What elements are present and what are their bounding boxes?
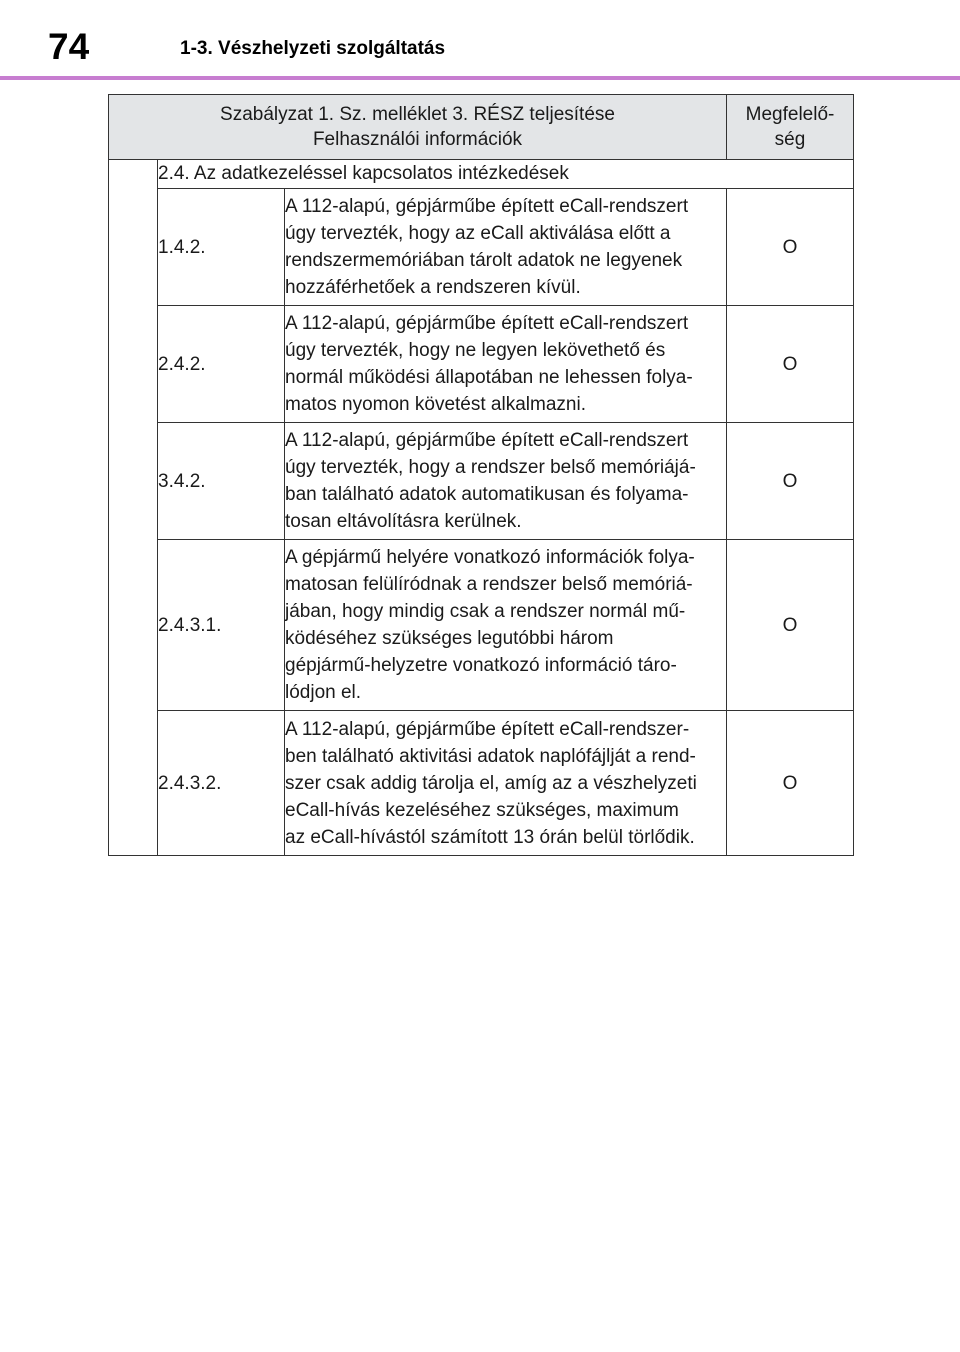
requirement-id: 2.4.3.2. [158,711,285,856]
table-indent-cell [109,160,158,856]
requirement-description-line: hozzáférhetőek a rendszeren kívül. [285,277,581,298]
compliance-value [727,189,854,306]
requirement-description-line: ban található adatok automatikusan és folyama- [285,484,689,505]
compliance-mark: O [782,614,798,636]
requirement-description-line: A 112-alapú, gépjárműbe épített eCall-rendszer- [285,718,690,740]
requirement-description-line: szer csak addig tárolja el, amíg az a vészhelyzeti [285,772,697,794]
requirement-description-line: lódjon el. [285,682,362,703]
requirement-description [285,423,727,540]
compliance-value [727,711,854,856]
page-number: 74 [48,26,90,67]
requirement-description [285,540,727,711]
header-divider [0,76,960,80]
requirement-id: 3.4.2. [158,423,285,540]
requirement-description-line: ködéséhez szükséges legutóbbi három [285,628,614,649]
requirement-description [285,306,727,423]
requirement-description-line: matos nyomon követést alkalmazni. [285,394,586,415]
compliance-mark: O [782,353,798,375]
requirement-description-line: eCall-hívás kezeléséhez szükséges, maximum [285,799,679,821]
table-section-row [109,160,854,189]
compliance-value [727,423,854,540]
requirement-description-line: A 112-alapú, gépjárműbe épített eCall-rendszert [285,430,689,451]
compliance-mark: O [782,470,798,492]
requirement-description-line: jában, hogy mindig csak a rendszer normál mű- [285,601,686,622]
requirement-description-line: úgy tervezték, hogy ne legyen lekövethető és [285,340,666,361]
table-header-regulation [109,95,727,160]
requirement-id: 2.4.3.1. [158,540,285,711]
requirement-description-line: rendszermemóriában tárolt adatok ne legyenek [285,250,683,271]
requirement-description-line: A 112-alapú, gépjárműbe épített eCall-rendszert [285,196,689,217]
table-header-regulation-line1: Szabályzat 1. Sz. melléklet 3. RÉSZ teljesítése [220,104,615,125]
compliance-mark: O [782,236,798,258]
requirement-description [285,189,727,306]
table-row [109,540,854,711]
requirement-description-line: A 112-alapú, gépjárműbe épített eCall-rendszert [285,313,689,334]
section-title: 1-3. Vészhelyzeti szolgáltatás [180,38,446,59]
requirement-description-line: úgy tervezték, hogy az eCall aktiválása előtt a [285,223,671,244]
table-row [109,189,854,306]
compliance-value [727,540,854,711]
page-header [0,0,960,80]
requirement-description-line: normál működési állapotában ne lehessen folya- [285,367,693,388]
table-header-compliance [727,95,854,160]
table-header-regulation-line2: Felhasználói információk [312,129,523,150]
compliance-mark: O [782,772,798,794]
requirement-description-line: gépjármű-helyzetre vonatkozó információ táro- [285,655,677,676]
requirement-id: 2.4.2. [158,306,285,423]
table-header-compliance-line2: ség [774,129,806,150]
requirement-description-line: ben található aktivitási adatok naplófájlját a rend- [285,745,696,767]
compliance-value [727,306,854,423]
requirement-description-line: tosan eltávolításra kerülnek. [285,511,522,532]
table-row [109,423,854,540]
table-header-row [109,95,854,160]
requirement-id: 1.4.2. [158,189,285,306]
requirement-description-line: úgy tervezték, hogy a rendszer belső memóriájá- [285,457,696,478]
requirement-description-line: matosan felülíródnak a rendszer belső memóriá- [285,574,693,595]
requirement-description-line: az eCall-hívástól számított 13 órán belül törlődik. [285,826,695,848]
requirement-description [285,711,727,856]
table-section-title: 2.4. Az adatkezeléssel kapcsolatos intézkedések [158,160,854,189]
table-row [109,306,854,423]
table-row [109,711,854,856]
requirement-description-line: A gépjármű helyére vonatkozó információk folya- [285,547,695,568]
table-header-compliance-line1: Megfelelő- [745,104,835,125]
compliance-table [108,94,854,856]
